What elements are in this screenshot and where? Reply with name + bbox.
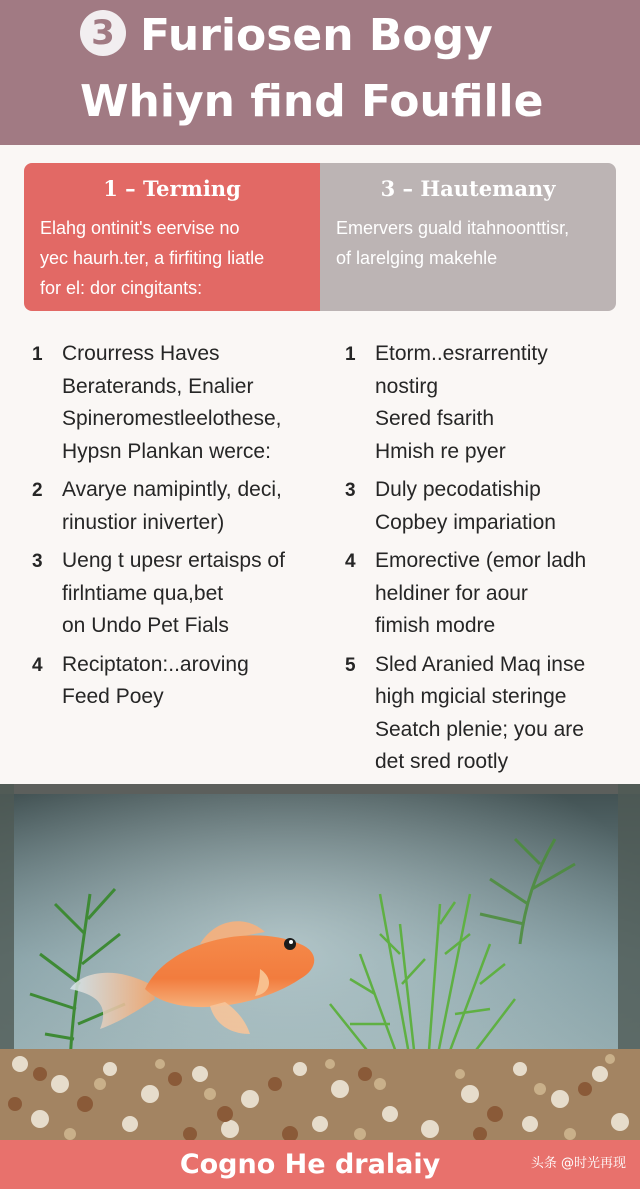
item-line: fimish modre xyxy=(375,614,496,637)
item-number: 3 xyxy=(345,480,356,501)
info-card-left xyxy=(24,163,320,311)
item-text xyxy=(375,649,585,779)
header-banner xyxy=(0,0,640,145)
item-line: Spineromestleelothese, xyxy=(62,407,282,430)
item-line: rinustior iniverter) xyxy=(62,510,225,534)
card-title: 3 – Hautemany xyxy=(380,176,556,201)
item-line: high mgicial steringe xyxy=(375,685,567,708)
list-item xyxy=(345,338,625,468)
item-number: 1 xyxy=(345,344,356,365)
card-line: for el: dor cingitants: xyxy=(40,278,203,298)
item-line: Avarye namipintly, deci, xyxy=(62,478,282,501)
item-line: Sered fsarith xyxy=(375,407,495,430)
item-text xyxy=(375,338,548,468)
card-title: 1 – Terming xyxy=(103,176,241,201)
list-item xyxy=(32,474,322,539)
info-card-right xyxy=(320,163,616,311)
item-number: 1 xyxy=(32,344,43,365)
item-line: Hmish re pyer xyxy=(375,439,506,463)
item-number: 5 xyxy=(345,654,356,676)
list-item xyxy=(345,545,625,643)
item-line: Beraterands, Enalier xyxy=(62,374,254,398)
item-line: Sled Aranied Maq inse xyxy=(375,652,586,676)
item-text xyxy=(375,474,556,539)
item-text xyxy=(62,474,282,539)
numbered-list-left xyxy=(32,338,322,720)
card-line: Elahg ontinit's eervise no xyxy=(40,218,240,238)
item-line: Etorm..esrarrentity xyxy=(375,342,548,365)
item-number: 2 xyxy=(32,480,43,501)
number-badge: 3 xyxy=(80,10,126,56)
card-body xyxy=(40,213,304,303)
card-line: Emervers guald itahnoonttisr, xyxy=(336,218,570,238)
item-number: 4 xyxy=(32,654,43,676)
card-line: yec haurh.ter, a firfiting liatle xyxy=(40,248,265,268)
item-line: det sred rootly xyxy=(375,750,509,773)
card-line: of larelging makehle xyxy=(336,248,498,268)
item-text xyxy=(375,545,586,643)
aquarium-photo xyxy=(0,784,640,1140)
item-line: on Undo Pet Fials xyxy=(62,614,229,637)
footer-banner xyxy=(0,1140,640,1189)
list-item xyxy=(32,649,322,714)
item-text xyxy=(62,338,281,468)
item-line: Reciptaton:..aroving xyxy=(62,652,249,676)
item-number: 3 xyxy=(32,551,43,572)
item-line: Feed Poey xyxy=(62,685,164,708)
item-text xyxy=(62,649,249,714)
watermark: 头条 @时光再现 xyxy=(530,1156,626,1171)
list-item xyxy=(345,649,625,779)
list-item xyxy=(32,545,322,643)
list-item xyxy=(32,338,322,468)
footer-title: Cogno He dralaiy xyxy=(179,1149,441,1180)
item-line: Copbey impariation xyxy=(375,510,556,534)
item-number: 4 xyxy=(345,551,356,572)
item-text xyxy=(62,545,285,643)
item-line: nostirg xyxy=(375,374,439,398)
page-title-line-2: Whiyn find Foufille xyxy=(80,76,544,127)
item-line: Duly pecodatiship xyxy=(375,478,541,501)
item-line: heldiner for aour xyxy=(375,581,528,605)
item-line: Crourress Haves xyxy=(62,342,220,365)
card-body xyxy=(336,213,600,273)
page-title-line-1: Furiosen Bogy xyxy=(140,10,493,61)
list-item xyxy=(345,474,625,539)
item-line: Emorective (emor ladh xyxy=(375,549,587,572)
item-line: Ueng t upesr ertaisps of xyxy=(62,549,285,572)
numbered-list-right xyxy=(345,338,625,785)
item-line: Seatch plenie; you are xyxy=(375,717,584,741)
aquarium-illustration xyxy=(0,784,640,1140)
item-line: firlntiame qua,bet xyxy=(62,581,224,605)
item-line: Hypsn Plankan werce: xyxy=(62,439,271,463)
